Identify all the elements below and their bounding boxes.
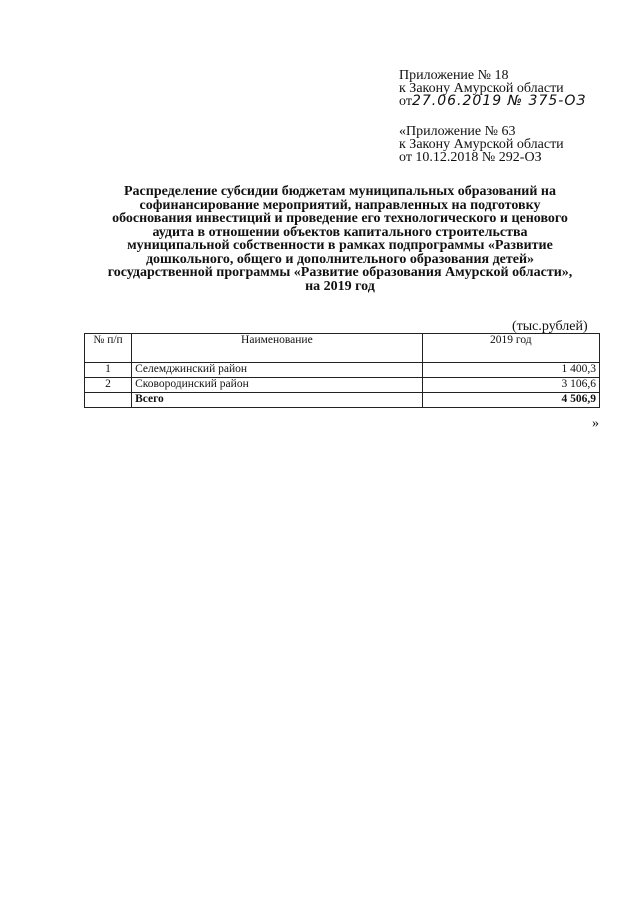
title-line: софинансирование мероприятий, направленных на подготовку — [139, 197, 541, 213]
annex-date-line — [399, 95, 586, 108]
total-number — [85, 393, 132, 408]
title-line: обоснования инвестиций и проведение его технологического и ценового — [112, 211, 568, 226]
row-name: Сковородинский район — [132, 378, 423, 393]
table-unit-label: (тыс.рублей) — [512, 319, 588, 334]
total-value: 4 506,9 — [422, 393, 599, 408]
original-annex-number: «Приложение № 63 — [399, 124, 516, 139]
header-name: Наименование — [132, 334, 423, 363]
annex-header-amendment — [399, 69, 586, 108]
row-number: 1 — [85, 363, 132, 378]
table-row — [85, 378, 600, 393]
annex-header-original — [399, 125, 564, 164]
original-law-reference: к Закону Амурской области — [399, 137, 564, 152]
title-line: на 2019 год — [305, 278, 375, 294]
closing-quote: » — [592, 416, 599, 431]
table-total-row — [85, 393, 600, 408]
annex-number: Приложение № 18 — [399, 68, 509, 83]
original-law-date: от 10.12.2018 № 292-ОЗ — [399, 150, 542, 165]
total-label: Всего — [132, 393, 423, 408]
annex-law-reference: к Закону Амурской области — [399, 81, 564, 96]
table-header-row — [85, 334, 600, 363]
row-value: 1 400,3 — [422, 363, 599, 378]
row-name: Селемджинский район — [132, 363, 423, 378]
row-number: 2 — [85, 378, 132, 393]
header-number: № п/п — [85, 334, 132, 363]
title-line: муниципальной собственности в рамках подпрограммы «Развитие — [127, 238, 553, 253]
title-line: аудита в отношении объектов капитального строительства — [152, 224, 528, 240]
title-line: дошкольного, общего и дополнительного образования детей» — [145, 251, 535, 267]
document-title — [70, 185, 610, 293]
row-value: 3 106,6 — [422, 378, 599, 393]
title-line: государственной программы «Развитие образования Амурской области», — [107, 265, 573, 280]
title-line: Распределение субсидии бюджетам муниципальных образований на — [124, 184, 556, 199]
table-row — [85, 363, 600, 378]
handwritten-date-number: 27.06.2019 № 375-ОЗ — [411, 93, 587, 109]
header-year: 2019 год — [422, 334, 599, 363]
annex-date-prefix: от — [399, 94, 412, 109]
subsidy-table — [84, 333, 600, 408]
